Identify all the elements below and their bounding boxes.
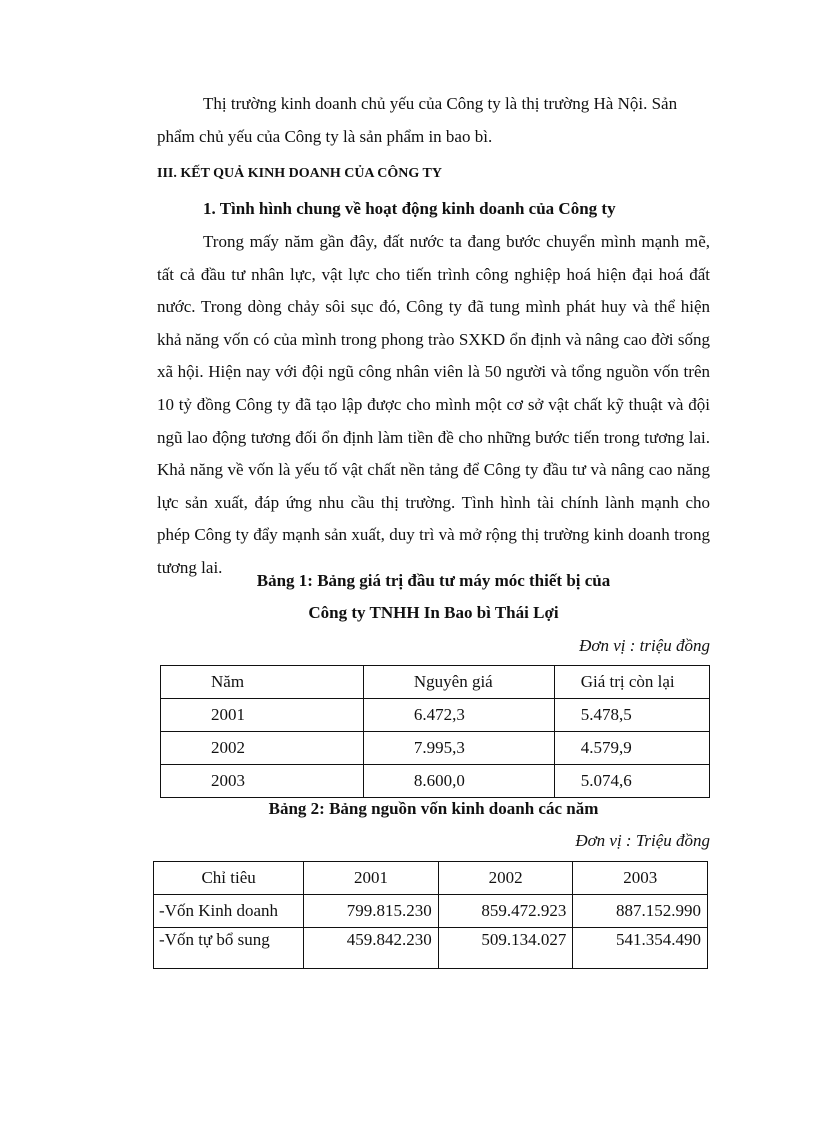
intro-line-1: Thị trường kinh doanh chủ yếu của Công ty là thị trường Hà Nội. Sản — [203, 94, 678, 113]
table-cell-label: -Vốn tự bổ sung — [154, 928, 304, 969]
header-cell-indicator: Chỉ tiêu — [154, 862, 304, 895]
table-cell: 8.600,0 — [363, 765, 554, 798]
table-cell: 541.354.490 — [573, 928, 708, 969]
header-cell-2001: 2001 — [304, 862, 439, 895]
table-cell: 509.134.027 — [438, 928, 573, 969]
table-machinery-value — [160, 665, 710, 798]
table-cell: 859.472.923 — [438, 895, 573, 928]
table-cell: 2003 — [161, 765, 364, 798]
table-cell: 4.579,9 — [554, 732, 709, 765]
table-cell: 6.472,3 — [363, 699, 554, 732]
table1-unit: Đơn vị : triệu đồng — [579, 636, 710, 655]
table2-unit: Đơn vị : Triệu đồng — [575, 831, 710, 850]
table-cell: 2001 — [161, 699, 364, 732]
table-cell: 7.995,3 — [363, 732, 554, 765]
table-header-row — [161, 666, 710, 699]
table-header-row — [154, 862, 708, 895]
table1-caption-line-1: Bảng 1: Bảng giá trị đầu tư máy móc thiết bị của — [256, 571, 611, 590]
table1-caption-line-2: Công ty TNHH In Bao bì Thái Lợi — [308, 603, 559, 622]
body-paragraph: Trong mấy năm gần đây, đất nước ta đang bước chuyển mình mạnh mẽ, tất cả đầu tư nhân lực, vật lực cho tiến trình công nghiệp hoá hiện đại hoá đất nước. Trong dòng chảy sôi sục đó, Công ty đã tung mình phát huy và thể hiện khả năng vốn có của mình trong phong trào SXKD ổn định và nâng cao đời sống xã hội. Hiện nay với đội ngũ công nhân viên là 50 người và tổng nguồn vốn trên 10 tỷ đồng Công ty đã tạo lập được cho mình một cơ sở vật chất kỹ thuật và đội ngũ lao động tương đối ổn định làm tiền đề cho những bước tiến trong tương lai. Khả năng về vốn là yếu tố vật chất nền tảng để Công ty đầu tư và nâng cao năng lực sản xuất, đáp ứng nhu cầu thị trường. Tình hình tài chính lành mạnh cho phép Công ty đẩy mạnh sản xuất, duy trì và mở rộng thị trường kinh doanh trong tương lai. — [157, 232, 710, 577]
table-cell: 459.842.230 — [304, 928, 439, 969]
header-cell-2002: 2002 — [438, 862, 573, 895]
table-cell: 799.815.230 — [304, 895, 439, 928]
header-cell-remaining-value: Giá trị còn lại — [554, 666, 709, 699]
table-cell: 2002 — [161, 732, 364, 765]
table-row — [161, 732, 710, 765]
table-row — [154, 895, 708, 928]
table-row — [154, 928, 708, 969]
table-row — [161, 699, 710, 732]
table-row — [161, 765, 710, 798]
table-cell: 5.074,6 — [554, 765, 709, 798]
intro-line-2: phẩm chủ yếu của Công ty là sản phẩm in bao bì. — [157, 126, 493, 146]
header-cell-2003: 2003 — [573, 862, 708, 895]
table-cell: 887.152.990 — [573, 895, 708, 928]
intro-paragraph — [157, 88, 710, 153]
section-heading: III. KẾT QUẢ KINH DOANH CỦA CÔNG TY — [157, 166, 442, 181]
subsection-heading: 1. Tình hình chung về hoạt động kinh doanh của Công ty — [203, 199, 616, 218]
header-cell-original-cost: Nguyên giá — [363, 666, 554, 699]
table-cell: 5.478,5 — [554, 699, 709, 732]
table-cell-label: -Vốn Kinh doanh — [154, 895, 304, 928]
table2-caption: Bảng 2: Bảng nguồn vốn kinh doanh các năm — [268, 799, 599, 818]
table-business-capital — [153, 861, 708, 969]
header-cell-year: Năm — [161, 666, 364, 699]
